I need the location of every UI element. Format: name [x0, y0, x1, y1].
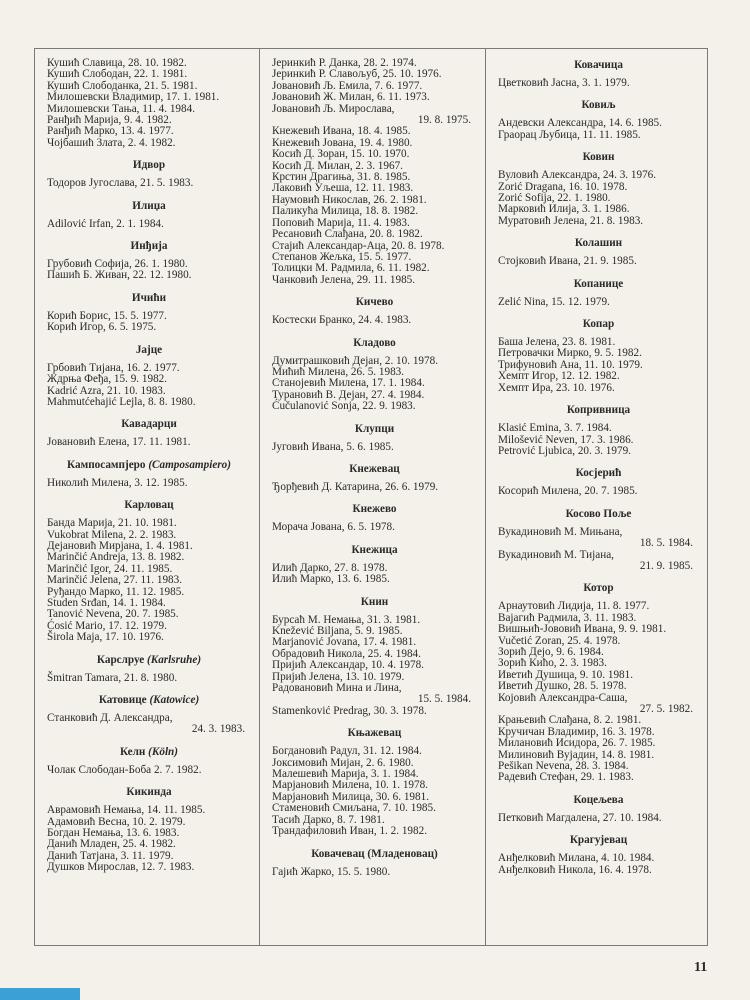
place-section	[47, 200, 251, 230]
person-entry: Илић Марко, 13. 6. 1985.	[272, 573, 390, 586]
person-entry: Толицки М. Радмила, 6. 11. 1982.	[272, 262, 430, 275]
person-entry: Радовановић Мина и Лина,	[272, 682, 402, 695]
person-entry: Кнежевић Ивана, 18. 4. 1985.	[272, 125, 411, 138]
place-heading	[498, 467, 699, 479]
place-heading	[47, 786, 251, 798]
person-entry: Турановић В. Дејан, 27. 4. 1984.	[272, 388, 425, 401]
place-section	[272, 544, 477, 586]
place-heading	[47, 200, 251, 212]
place-heading-text: Крагујевац	[569, 834, 628, 847]
person-entry: Муратовић Јелена, 21. 8. 1983.	[498, 214, 644, 227]
place-section	[272, 503, 477, 533]
person-entry: Грбовић Тијана, 16. 2. 1977.	[47, 361, 180, 374]
place-heading	[272, 544, 477, 556]
person-entry: Stamenković Predrag, 30. 3. 1978.	[272, 704, 427, 717]
person-entry: Станковић Д. Александра,	[47, 712, 173, 724]
person-entry: Зорић Дејо, 9. 6. 1984.	[498, 645, 604, 658]
place-heading-text: Кнежица	[351, 543, 398, 556]
person-entry: Марковић Илија, 3. 1. 1986.	[498, 203, 630, 216]
person-entry: Pešikan Nevena, 28. 3. 1984.	[498, 760, 629, 773]
place-section	[498, 59, 699, 89]
place-section	[498, 508, 699, 573]
place-heading-text: Кикинда	[126, 786, 172, 799]
place-heading-text: Косјерић	[575, 467, 622, 480]
person-entry: Чолак Слободан-Боба 2. 7. 1982.	[47, 763, 202, 776]
person-entry: Станојевић Милена, 17. 1. 1984.	[272, 377, 425, 390]
place-heading-text: Ковачевац (Младеновац)	[311, 847, 438, 860]
place-section	[47, 418, 251, 448]
person-entry: Zorić Sofija, 22. 1. 1980.	[498, 192, 611, 205]
person-entry: Zorić Dragana, 16. 10. 1978.	[498, 180, 628, 193]
person-entry: Пашић Б. Живан, 22. 12. 1980.	[47, 269, 192, 282]
place-heading	[272, 337, 477, 349]
place-section	[47, 159, 251, 189]
place-section	[272, 727, 477, 837]
person-entry: Дејановић Мирјана, 1. 4. 1981.	[47, 539, 193, 552]
place-section	[498, 467, 699, 497]
place-heading-text: Ковиљ	[581, 99, 616, 112]
person-entry: Бурсаћ М. Немања, 31. 3. 1981.	[272, 613, 421, 626]
place-section	[498, 237, 699, 267]
place-heading	[272, 727, 477, 739]
place-heading-text: Карловац	[124, 499, 174, 512]
place-heading	[47, 746, 251, 758]
person-entry: Банда Марија, 21. 10. 1981.	[47, 517, 177, 530]
place-heading	[47, 654, 251, 666]
place-section	[272, 423, 477, 453]
place-heading	[498, 151, 699, 163]
person-entry: Милановић Исидора, 26. 7. 1985.	[498, 737, 656, 750]
place-section	[272, 337, 477, 413]
person-entry: Studen Srđan, 14. 1. 1984.	[47, 596, 166, 609]
place-heading-original: (Katowice)	[149, 694, 200, 706]
person-entry: Крањевић Слађана, 8. 2. 1981.	[498, 714, 642, 727]
person-entry: Косић Д. Зоран, 15. 10. 1970.	[272, 148, 410, 161]
place-heading	[498, 582, 699, 594]
place-heading-text: Карслруе	[96, 653, 145, 666]
place-heading	[498, 318, 699, 330]
person-entry: Којовић Александра-Саша,	[498, 691, 628, 704]
page-edge-stripe	[0, 988, 80, 1000]
place-heading-text: Клупци	[354, 422, 395, 435]
person-entry: Marinčić Jelena, 27. 11. 1983.	[47, 574, 183, 587]
person-entry: Кушић Слободан, 22. 1. 1981.	[47, 68, 188, 81]
place-heading-text: Копривница	[566, 404, 631, 417]
entry-date-continuation: 15. 5. 1984.	[417, 693, 471, 706]
place-heading-original: (Karlsruhe)	[147, 653, 202, 666]
person-entry: Анђелковић Никола, 16. 4. 1978.	[498, 863, 652, 876]
place-heading	[498, 278, 699, 290]
person-entry: Богдановић Радул, 31. 12. 1984.	[272, 745, 422, 758]
place-section	[47, 786, 251, 873]
place-section	[498, 278, 699, 308]
person-entry: Пријић Александар, 10. 4. 1978.	[272, 659, 424, 672]
place-section	[498, 404, 699, 457]
person-entry: Чојбашић Злата, 2. 4. 1982.	[47, 136, 176, 149]
person-entry: Кушић Слободанка, 21. 5. 1981.	[47, 79, 198, 92]
person-entry: Анђелковић Милана, 4. 10. 1984.	[498, 852, 655, 865]
place-heading-text: Кнежево	[352, 503, 397, 516]
entry-date-continuation: 18. 5. 1984.	[639, 537, 693, 550]
person-entry: Vukobrat Milena, 2. 2. 1983.	[47, 528, 177, 541]
column-1	[35, 49, 259, 945]
person-entry: Чанковић Јелена, 29. 11. 1985.	[272, 273, 416, 286]
person-entry: Паликућа Милица, 18. 8. 1982.	[272, 205, 419, 218]
person-entry: Јовановић Елена, 17. 11. 1981.	[47, 436, 191, 449]
place-heading-text: Инђија	[130, 240, 168, 253]
person-entry: Petrović Ljubica, 20. 3. 1979.	[498, 444, 631, 457]
place-heading	[498, 237, 699, 249]
person-entry: Хемпт Ира, 23. 10. 1976.	[498, 381, 615, 394]
person-entry: Наумовић Никослав, 26. 2. 1981.	[272, 193, 427, 206]
place-heading-text: Коцељева	[573, 793, 624, 806]
person-entry: Вукадиновић М. Тијана,	[498, 548, 614, 561]
column-3	[485, 49, 707, 945]
person-entry: Вуловић Александра, 24. 3. 1976.	[498, 169, 657, 182]
place-heading	[498, 59, 699, 71]
place-section	[47, 49, 251, 149]
person-entry: Тодоров Југослава, 21. 5. 1983.	[47, 177, 194, 190]
person-entry: Вајагић Радмила, 3. 11. 1983.	[498, 611, 637, 624]
place-section	[272, 49, 477, 286]
person-entry: Кушић Славица, 28. 10. 1982.	[47, 57, 187, 69]
person-entry: Костески Бранко, 24. 4. 1983.	[272, 314, 412, 327]
place-heading-text: Кнежевац	[349, 462, 400, 475]
person-entry: Крстин Драгиња, 31. 8. 1985.	[272, 171, 411, 184]
place-section	[498, 834, 699, 876]
place-section	[47, 344, 251, 409]
person-entry: Стајић Александар-Аца, 20. 8. 1978.	[272, 239, 445, 252]
place-heading-text: Келн	[119, 745, 146, 758]
person-entry: Јеринкић Р. Данка, 28. 2. 1974.	[272, 57, 417, 69]
person-entry: Vučetić Zoran, 25. 4. 1978.	[498, 634, 621, 647]
place-heading	[47, 694, 251, 706]
person-entry: Марјановић Милица, 30. 6. 1981.	[272, 790, 430, 803]
place-heading	[272, 503, 477, 515]
person-entry: Širola Maja, 17. 10. 1976.	[47, 631, 164, 644]
person-entry: Стаменовић Смиљана, 7. 10. 1985.	[272, 802, 436, 815]
person-entry: Kadrić Azra, 21. 10. 1983.	[47, 384, 166, 397]
place-section	[47, 292, 251, 334]
place-heading-text: Књажевац	[347, 727, 402, 740]
person-entry: Ćosić Mario, 17. 12. 1979.	[47, 619, 167, 632]
person-entry: Корић Борис, 15. 5. 1977.	[47, 309, 167, 322]
person-entry: Tanović Nevena, 20. 7. 1985.	[47, 608, 179, 621]
place-heading-text: Ковин	[582, 151, 615, 164]
person-entry: Иветић Душица, 9. 10. 1981.	[498, 668, 634, 681]
person-entry: Морача Јована, 6. 5. 1978.	[272, 521, 395, 534]
person-entry: Грубовић Софија, 26. 1. 1980.	[47, 258, 188, 271]
person-entry: Јоксимовић Мијан, 2. 6. 1980.	[272, 756, 414, 769]
person-entry: Ресановић Слађана, 20. 8. 1982.	[272, 228, 423, 241]
person-entry: Руђандо Марко, 11. 12. 1985.	[47, 585, 185, 598]
person-entry: Лаковић Уљеша, 12. 11. 1983.	[272, 182, 414, 195]
person-entry: Цветковић Јасна, 3. 1. 1979.	[498, 77, 630, 89]
person-entry: Кнежевић Јована, 19. 4. 1980.	[272, 136, 413, 149]
place-heading-text: Колашин	[574, 237, 623, 250]
person-entry: Малешевић Марија, 3. 1. 1984.	[272, 768, 419, 781]
place-section	[272, 848, 477, 878]
person-entry: Јовановић Љ. Емила, 7. 6. 1977.	[272, 79, 423, 92]
place-heading	[47, 292, 251, 304]
place-section	[47, 654, 251, 684]
place-heading-text: Кампосампјеро	[67, 458, 146, 471]
person-entry: Косић Д. Милан, 2. 3. 1967.	[272, 159, 403, 172]
column-2	[259, 49, 485, 945]
place-heading-text: Кичево	[355, 296, 394, 309]
person-entry: Пријић Јелена, 13. 10. 1979.	[272, 670, 405, 683]
person-entry: Тасић Дарко, 8. 7. 1981.	[272, 813, 385, 826]
place-heading-text: Книн	[360, 595, 389, 608]
person-entry: Обрадовић Никола, 25. 4. 1984.	[272, 647, 421, 660]
entry-date-continuation: 19. 8. 1975.	[417, 114, 471, 127]
place-heading-text: Илиџа	[132, 199, 166, 212]
person-entry: Милошевски Тања, 11. 4. 1984.	[47, 102, 195, 115]
place-heading-text: Кавадарци	[121, 418, 177, 431]
place-heading-text: Копар	[582, 318, 615, 331]
person-entry: Ćučulanović Sonja, 22. 9. 1983.	[272, 400, 416, 413]
place-heading	[47, 344, 251, 356]
person-entry: Јеринкић Р. Славољуб, 25. 10. 1976.	[272, 68, 442, 81]
place-heading-text: Јајце	[135, 343, 163, 356]
entry-date-continuation: 24. 3. 1983.	[191, 723, 245, 736]
person-entry: Петровачки Мирко, 9. 5. 1982.	[498, 347, 642, 360]
place-section	[47, 694, 251, 736]
person-entry: Илић Дарко, 27. 8. 1978.	[272, 561, 388, 574]
place-heading-original: (Camposampiero)	[148, 458, 231, 471]
place-heading	[47, 459, 251, 471]
place-heading	[498, 404, 699, 416]
place-section	[272, 596, 477, 718]
person-entry: Поповић Марија, 11. 4. 1983.	[272, 216, 410, 229]
place-heading	[498, 508, 699, 520]
place-section	[498, 582, 699, 784]
person-entry: Николић Милена, 3. 12. 1985.	[47, 476, 188, 489]
person-entry: Петковић Магдалена, 27. 10. 1984.	[498, 811, 662, 824]
entry-date-continuation: 21. 9. 1985.	[639, 559, 693, 572]
person-entry: Marinčić Andreja, 13. 8. 1982.	[47, 551, 185, 564]
person-entry: Трифуновић Ана, 11. 10. 1979.	[498, 358, 643, 371]
place-section	[47, 499, 251, 643]
person-entry: Арнаутовић Лидија, 11. 8. 1977.	[498, 600, 650, 613]
place-heading	[47, 240, 251, 252]
person-entry: Иветић Душко, 28. 5. 1978.	[498, 680, 627, 693]
person-entry: Милиновић Вујадин, 14. 8. 1981.	[498, 748, 655, 761]
person-entry: Вукадиновић М. Мињана,	[498, 525, 623, 538]
place-heading-text: Копанице	[573, 277, 624, 290]
person-entry: Андевски Александра, 14. 6. 1985.	[498, 117, 662, 130]
place-section	[272, 296, 477, 326]
person-entry: Марјановић Милена, 10. 1. 1978.	[272, 779, 428, 792]
entry-date-continuation: 27. 5. 1982.	[639, 703, 693, 715]
place-section	[272, 463, 477, 493]
person-entry: Зорић Кићо, 2. 3. 1983.	[498, 657, 607, 670]
person-entry: Душков Мирослав, 12. 7. 1983.	[47, 861, 195, 874]
person-entry: Mahmutćehajić Lejla, 8. 8. 1980.	[47, 395, 196, 408]
place-section	[498, 151, 699, 227]
place-heading-original: (Köln)	[148, 745, 178, 758]
person-entry: Milošević Neven, 17. 3. 1986.	[498, 433, 634, 446]
page-number: 11	[694, 960, 708, 975]
place-heading-text: Идвор	[132, 159, 166, 172]
person-entry: Степанов Жељка, 15. 5. 1977.	[272, 250, 412, 263]
person-entry: Богдан Немања, 13. 6. 1983.	[47, 827, 180, 840]
place-heading-text: Кладово	[353, 336, 396, 349]
place-heading	[272, 463, 477, 475]
person-entry: Аврамовић Немања, 14. 11. 1985.	[47, 804, 206, 817]
place-section	[47, 746, 251, 776]
person-entry: Граорац Љубица, 11. 11. 1985.	[498, 128, 641, 141]
person-entry: Трандафиловић Иван, 1. 2. 1982.	[272, 825, 427, 838]
place-section	[47, 240, 251, 282]
person-entry: Гајић Жарко, 15. 5. 1980.	[272, 865, 391, 878]
place-heading	[47, 159, 251, 171]
place-section	[498, 794, 699, 824]
person-entry: Marinčić Igor, 24. 11. 1985.	[47, 562, 173, 575]
place-heading-text: Косово Поље	[565, 507, 632, 520]
place-heading-text: Котор	[583, 582, 614, 595]
person-entry: Кручичан Владимир, 16. 3. 1978.	[498, 725, 655, 738]
place-heading	[272, 423, 477, 435]
person-entry: Југовић Ивана, 5. 6. 1985.	[272, 440, 394, 453]
person-entry: Данић Младен, 25. 4. 1982.	[47, 838, 176, 851]
person-entry: Knežević Biljana, 5. 9. 1985.	[272, 625, 403, 637]
person-entry: Милошевски Владимир, 17. 1. 1981.	[47, 91, 220, 104]
place-heading	[498, 834, 699, 846]
person-entry: Ранђић Марија, 9. 4. 1982.	[47, 114, 172, 127]
person-entry: Marjanović Jovana, 17. 4. 1981.	[272, 636, 417, 649]
person-entry: Вишњић-Јововић Ивана, 9. 9. 1981.	[498, 623, 667, 636]
place-section	[498, 318, 699, 394]
person-entry: Adilović Irfan, 2. 1. 1984.	[47, 217, 164, 230]
person-entry: Ђорђевић Д. Катарина, 26. 6. 1979.	[272, 480, 439, 493]
place-heading	[272, 596, 477, 608]
person-entry: Klasić Emina, 3. 7. 1984.	[498, 422, 612, 435]
person-entry: Данић Татјана, 3. 11. 1979.	[47, 849, 174, 862]
person-entry: Радевић Стефан, 29. 1. 1983.	[498, 771, 634, 784]
person-entry: Zelić Nina, 15. 12. 1979.	[498, 295, 610, 308]
register-frame	[34, 48, 708, 946]
person-entry: Ждрња Феђа, 15. 9. 1982.	[47, 373, 168, 386]
place-heading-text: Ичићи	[131, 291, 167, 304]
person-entry: Стојковић Ивана, 21. 9. 1985.	[498, 255, 637, 268]
place-section	[47, 459, 251, 489]
place-heading-text: Ковачица	[574, 59, 623, 71]
place-heading-text: Катовице	[98, 694, 147, 706]
place-section	[498, 99, 699, 141]
person-entry: Јовановић Љ. Мирослава,	[272, 102, 395, 115]
person-entry: Корић Игор, 6. 5. 1975.	[47, 321, 157, 334]
place-heading	[47, 418, 251, 430]
place-heading	[272, 296, 477, 308]
person-entry: Косорић Милена, 20. 7. 1985.	[498, 485, 638, 498]
place-heading	[498, 794, 699, 806]
person-entry: Хемпт Игор, 12. 12. 1982.	[498, 370, 620, 383]
place-heading	[272, 848, 477, 860]
person-entry: Јовановић Ж. Милан, 6. 11. 1973.	[272, 91, 430, 104]
place-heading	[498, 99, 699, 111]
person-entry: Šmitran Tamara, 21. 8. 1980.	[47, 671, 178, 684]
person-entry: Баша Јелена, 23. 8. 1981.	[498, 336, 616, 349]
person-entry: Адамовић Весна, 10. 2. 1979.	[47, 815, 186, 828]
person-entry: Ранђић Марко, 13. 4. 1977.	[47, 125, 174, 138]
person-entry: Думитрашковић Дејан, 2. 10. 1978.	[272, 354, 438, 367]
person-entry: Мићић Милена, 26. 5. 1983.	[272, 365, 405, 378]
place-heading	[47, 499, 251, 511]
